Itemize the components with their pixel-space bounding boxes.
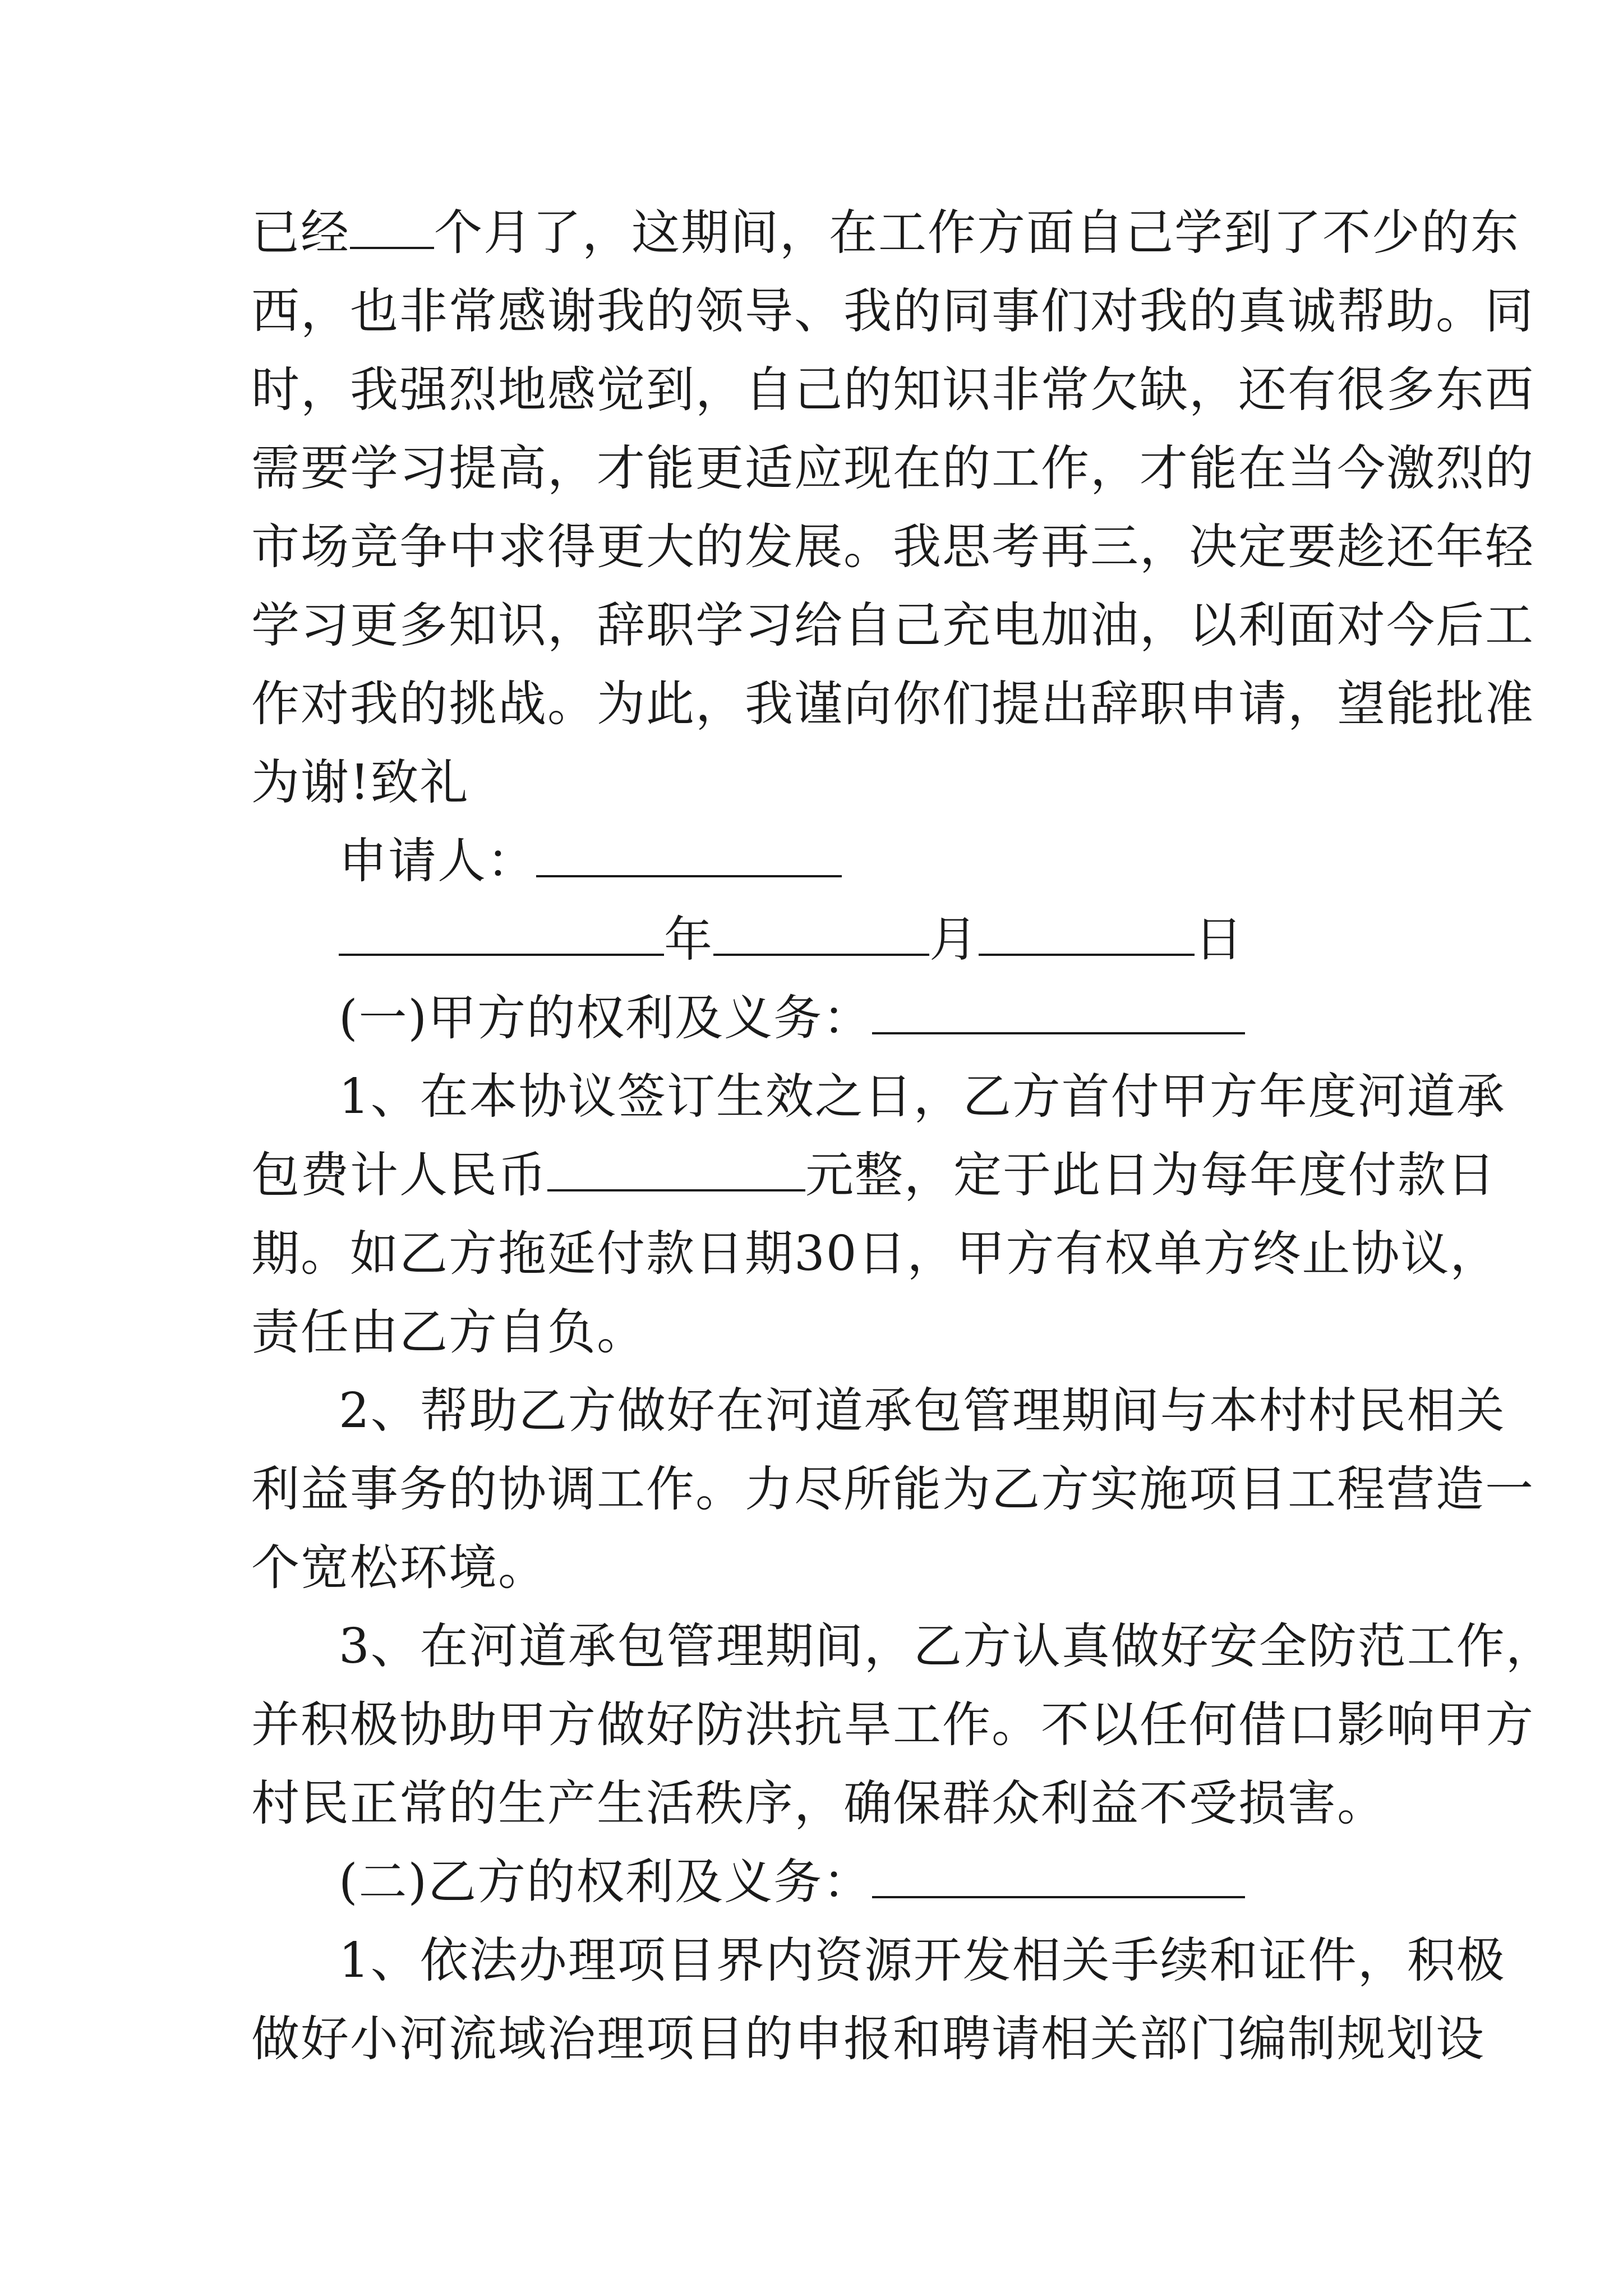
text-line-3: 时，我强烈地感觉到，自己的知识非常欠缺，还有很多东西 [251,362,1534,418]
text-line-19: 3、在河道承包管理期间，乙方认真做好安全防范工作， [339,1618,1555,1674]
text-line-7: 作对我的挑战。为此，我谨向你们提出辞职申请，望能批准 [251,676,1534,732]
party-b-blank[interactable] [872,1862,1245,1898]
blank-months[interactable] [350,213,434,249]
text-line-2: 西，也非常感谢我的领导、我的同事们对我的真诚帮助。同 [251,283,1534,339]
text-line-8: 为谢!致礼 [251,754,469,811]
text-line-16: 2、帮助乙方做好在河道承包管理期间与本村村民相关 [339,1383,1506,1439]
date-line [339,900,1401,979]
text-line-1 [251,194,1520,272]
month-label: 月 [929,912,979,968]
text-line-23: 1、依法办理项目界内资源开发相关手续和证件，积极 [339,1932,1506,1989]
year-blank[interactable] [339,920,664,956]
text-line-6: 学习更多知识，辞职学习给自己充电加油，以利面对今后工 [251,597,1534,654]
text-segment: 个月了，这期间，在工作方面自己学到了不少的东 [434,205,1520,261]
year-label: 年 [664,912,713,968]
month-blank[interactable] [713,920,929,956]
amount-blank[interactable] [547,1156,805,1191]
text-line-20: 并积极协助甲方做好防洪抗旱工作。不以任何借口影响甲方 [251,1697,1534,1753]
applicant-label: 申请人： [339,833,536,889]
text-line-12: 1、在本协议签订生效之日，乙方首付甲方年度河道承 [339,1069,1506,1125]
text-segment: 包费计人民币 [251,1147,547,1203]
text-line-5: 市场竞争中求得更大的发展。我思考再三，决定要趁还年轻 [251,519,1534,575]
text-line-24: 做好小河流域治理项目的申报和聘请相关部门编制规划设 [251,2011,1485,2067]
heading-text: (二)乙方的权利及义务： [339,1854,873,1910]
section-heading-party-b [339,1843,1401,1921]
text-line-21: 村民正常的生产生活秩序，确保群众利益不受损害。 [251,1775,1386,1832]
section-heading-party-a [339,979,1401,1057]
party-a-blank[interactable] [872,999,1245,1034]
text-segment: 元整，定于此日为每年度付款日 [805,1147,1496,1203]
text-line-13 [251,1136,1496,1214]
text-line-15: 责任由乙方自负。 [251,1304,646,1360]
text-line-18: 个宽松环境。 [251,1540,547,1596]
applicant-line [339,822,1401,900]
text-line-4: 需要学习提高，才能更适应现在的工作，才能在当今激烈的 [251,440,1534,496]
day-blank[interactable] [979,920,1195,956]
day-label: 日 [1195,912,1244,968]
applicant-blank[interactable] [536,841,842,877]
text-line-17: 利益事务的协调工作。力尽所能为乙方实施项目工程营造一 [251,1461,1534,1517]
heading-text: (一)甲方的权利及义务： [339,990,873,1046]
text-segment: 已经 [251,205,350,261]
text-line-14: 期。如乙方拖延付款日期30日，甲方有权单方终止协议， [251,1226,1500,1282]
